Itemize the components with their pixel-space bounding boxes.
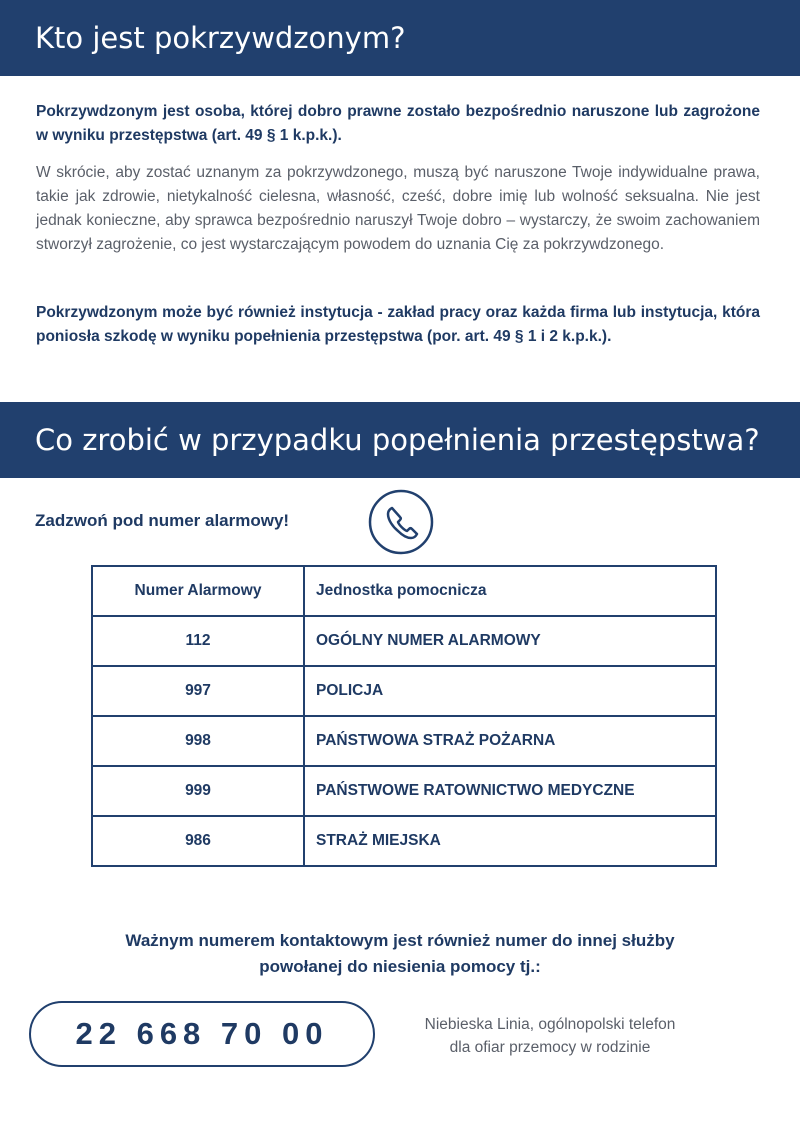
victim-explanation: W skrócie, aby zostać uznanym za pokrzywdzonego, muszą być naruszone Twoje indywidualne prawa, takie jak zdrowie, nietykalność cielesna, własność, cześć, dobre imię lub wolność seksualna. Nie jest jednak konieczne, aby sprawca bezpośrednio naruszył Twoje dobro – wystarczy, że swoim zachowaniem stworzył zagrożenie, co jest wystarczającym powodem do uznania Cię za pokrzywdzonego. bbox=[36, 164, 760, 253]
emergency-unit: PAŃSTWOWE RATOWNICTWO MEDYCZNE bbox=[304, 766, 716, 816]
hotline-number: 22 668 70 00 bbox=[29, 1001, 375, 1067]
emergency-number: 997 bbox=[92, 666, 304, 716]
emergency-numbers-table bbox=[91, 565, 717, 867]
hotline-description-line: dla ofiar przemocy w rodzinie bbox=[449, 1039, 651, 1056]
column-header-number: Numer Alarmowy bbox=[92, 566, 304, 616]
section-header-victim bbox=[0, 0, 800, 76]
emergency-unit: OGÓLNY NUMER ALARMOWY bbox=[304, 616, 716, 666]
emergency-number: 986 bbox=[92, 816, 304, 866]
contact-note-line: Ważnym numerem kontaktowym jest również numer do innej służby bbox=[125, 931, 675, 950]
table-row bbox=[92, 616, 716, 666]
section-header-what-to-do bbox=[0, 402, 800, 478]
emergency-number: 998 bbox=[92, 716, 304, 766]
institution-victim-note: Pokrzywdzonym może być również instytucja - zakład pracy oraz każda firma lub instytucja, która poniosła szkodę w wyniku popełnienia przestępstwa (por. art. 49 § 1 i 2 k.p.k.). bbox=[36, 304, 760, 345]
emergency-number: 112 bbox=[92, 616, 304, 666]
table-row bbox=[92, 666, 716, 716]
table-header-row bbox=[92, 566, 716, 616]
call-emergency-heading: Zadzwoń pod numer alarmowy! bbox=[35, 511, 290, 530]
table-row bbox=[92, 716, 716, 766]
hotline-description-line: Niebieska Linia, ogólnopolski telefon bbox=[424, 1016, 676, 1033]
section-title: Kto jest pokrzywdzonym? bbox=[35, 21, 406, 55]
emergency-unit: STRAŻ MIEJSKA bbox=[304, 816, 716, 866]
table-row bbox=[92, 766, 716, 816]
victim-definition: Pokrzywdzonym jest osoba, której dobro prawne zostało bezpośrednio naruszone lub zagrożone w wyniku przestępstwa (art. 49 § 1 k.p.k.). bbox=[36, 103, 760, 144]
section-title: Co zrobić w przypadku popełnienia przestępstwa? bbox=[35, 423, 760, 457]
table-row bbox=[92, 816, 716, 866]
phone-icon bbox=[368, 489, 434, 555]
emergency-number: 999 bbox=[92, 766, 304, 816]
contact-note-line: powołanej do niesienia pomocy tj.: bbox=[259, 957, 541, 976]
contact-note bbox=[40, 928, 760, 980]
emergency-unit: POLICJA bbox=[304, 666, 716, 716]
column-header-unit: Jednostka pomocnicza bbox=[304, 566, 716, 616]
emergency-unit: PAŃSTWOWA STRAŻ POŻARNA bbox=[304, 716, 716, 766]
hotline-description bbox=[390, 1013, 710, 1059]
